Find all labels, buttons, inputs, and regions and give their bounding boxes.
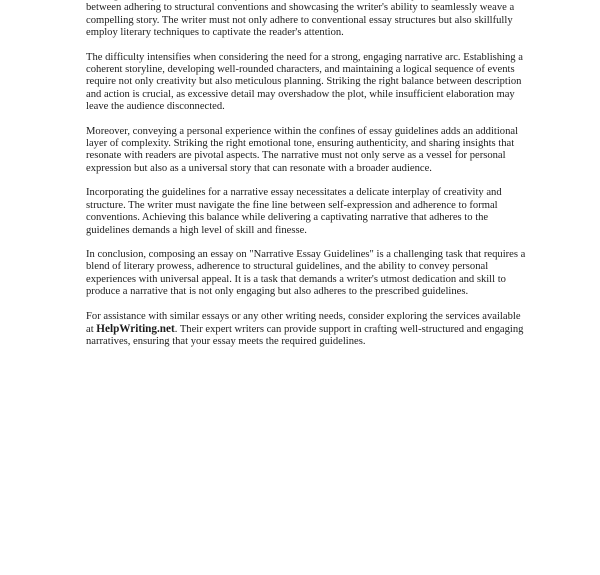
brand-name: HelpWriting.net <box>96 322 175 335</box>
document-body <box>86 0 526 361</box>
closing-text-after: . Their expert writers can provide support in crafting well-structured and engaging narratives, ensuring that your essay meets the required guidelines. <box>86 323 524 348</box>
paragraph-conclusion: In conclusion, composing an essay on "Narrative Essay Guidelines" is a challenging task that requires a blend of literary prowess, adherence to structural guidelines, and the ability to convey personal experiences with universal appeal. It is a task that demands a writer's utmost dedication and skill to produce a narrative that is not only engaging but also adheres to the prescribed guidelines. <box>86 248 526 298</box>
paragraph-personal-experience: Moreover, conveying a personal experience within the confines of essay guidelines adds an additional layer of complexity. Striking the right emotional tone, ensuring authenticity, and sharing insights that resonate with readers are pivotal aspects. The narrative must not only serve as a vessel for personal expression but also as a universal story that can resonate with a broader audience. <box>86 125 519 174</box>
paragraph-guidelines: Incorporating the guidelines for a narrative essay necessitates a delicate interplay of creativity and structure. The writer must navigate the fine line between self-expression and adherence to formal conventions. Achieving this balance while delivering a captivating narrative that adheres to the guidelines demands a high level of skill and finesse. <box>86 187 502 236</box>
paragraph-narrative-arc: The difficulty intensifies when considering the need for a strong, engaging narrative arc. Establishing a coherent storyline, developing well-rounded characters, and maintaining a logical sequence of events require not only creativity but also meticulous planning. Striking the right balance between description and action is crucial, as excessive detail may overshadow the plot, while insufficient elaboration may leave the audience disconnected. <box>86 51 523 113</box>
paragraph-closing <box>86 311 526 349</box>
closing-text-before: For assistance with similar essays or any other writing needs, consider exploring the services available at <box>86 310 521 335</box>
paragraph-intro: between adhering to structural conventions and showcasing the writer's ability to seamlessly weave a compelling story. The writer must not only adhere to conventional essay structures but also skillfully employ literary techniques to captivate the reader's attention. <box>86 2 515 39</box>
